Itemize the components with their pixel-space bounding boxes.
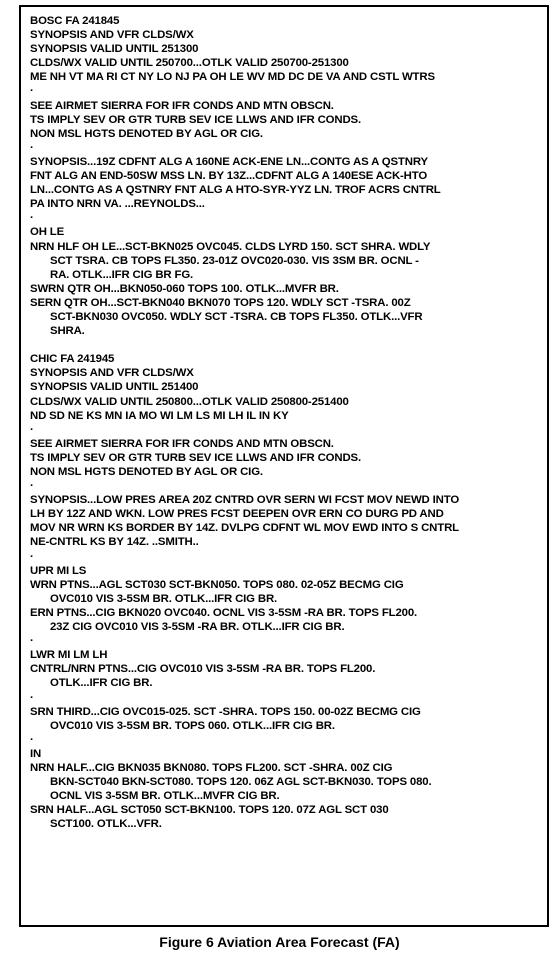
forecast-line: SHRA. bbox=[50, 325, 85, 338]
forecast-line: SCT TSRA. CB TOPS FL350. 23-01Z OVC020-030. VIS 3SM BR. OCNL - bbox=[50, 254, 419, 267]
separator-dot: . bbox=[30, 477, 34, 490]
forecast-line: CLDS/WX VALID UNTIL 250800...OTLK VALID 250800-251400 bbox=[30, 395, 349, 408]
forecast-line: SEE AIRMET SIERRA FOR IFR CONDS AND MTN OBSCN. bbox=[30, 99, 334, 112]
forecast-line: LN...CONTG AS A QSTNRY FNT ALG A HTO-SYR-YYZ LN. TROF ACRS CNTRL bbox=[30, 184, 441, 197]
forecast-line: LH BY 12Z AND WKN. LOW PRES FCST DEEPEN OVR ERN CO DURG PD AND bbox=[30, 508, 444, 521]
forecast-line: NRN HLF OH LE...SCT-BKN025 OVC045. CLDS LYRD 150. SCT SHRA. WDLY bbox=[30, 240, 431, 253]
separator-dot: . bbox=[30, 138, 34, 151]
forecast-line: CNTRL/NRN PTNS...CIG OVC010 VIS 3-5SM -RA BR. TOPS FL200. bbox=[30, 663, 376, 676]
separator-dot: . bbox=[30, 688, 34, 701]
forecast-line: CHIC FA 241945 bbox=[30, 353, 115, 366]
separator-dot: . bbox=[30, 547, 34, 560]
forecast-text bbox=[30, 14, 543, 831]
forecast-line: NE-CNTRL KS BY 14Z. ..SMITH.. bbox=[30, 536, 199, 549]
forecast-line: OVC010 VIS 3-5SM BR. OTLK...IFR CIG BR. bbox=[50, 592, 278, 605]
forecast-line: RA. OTLK...IFR CIG BR FG. bbox=[50, 268, 194, 281]
forecast-line: MOV NR WRN KS BORDER BY 14Z. DVLPG CDFNT WL MOV EWD INTO S CNTRL bbox=[30, 522, 459, 535]
forecast-frame bbox=[19, 5, 549, 927]
separator-dot: . bbox=[30, 420, 34, 433]
forecast-line: 23Z CIG OVC010 VIS 3-5SM -RA BR. OTLK...IFR CIG BR. bbox=[50, 621, 345, 634]
forecast-line: IN bbox=[30, 747, 42, 760]
forecast-line: FNT ALG AN END-50SW MSS LN. BY 13Z...CDFNT ALG A 140ESE ACK-HTO bbox=[30, 170, 428, 183]
forecast-line: OTLK...IFR CIG BR. bbox=[50, 677, 153, 690]
figure-caption: Figure 6 Aviation Area Forecast (FA) bbox=[159, 934, 400, 950]
forecast-line: SYNOPSIS AND VFR CLDS/WX bbox=[30, 367, 194, 380]
separator-dot: . bbox=[30, 730, 34, 743]
forecast-line: SYNOPSIS...19Z CDFNT ALG A 160NE ACK-ENE LN...CONTG AS A QSTNRY bbox=[30, 155, 428, 168]
forecast-line: ND SD NE KS MN IA MO WI LM LS MI LH IL IN KY bbox=[30, 409, 289, 422]
forecast-line: SEE AIRMET SIERRA FOR IFR CONDS AND MTN OBSCN. bbox=[30, 437, 334, 450]
forecast-line: SYNOPSIS VALID UNTIL 251300 bbox=[30, 43, 199, 56]
forecast-line: BKN-SCT040 BKN-SCT080. TOPS 120. 06Z AGL SCT-BKN030. TOPS 080. bbox=[50, 776, 432, 789]
forecast-line: SRN THIRD...CIG OVC015-025. SCT -SHRA. TOPS 150. 00-02Z BECMG CIG bbox=[30, 705, 421, 718]
forecast-line: OCNL VIS 3-5SM BR. OTLK...MVFR CIG BR. bbox=[50, 790, 280, 803]
forecast-line: SYNOPSIS...LOW PRES AREA 20Z CNTRD OVR SERN WI FCST MOV NEWD INTO bbox=[30, 494, 460, 507]
separator-dot: . bbox=[30, 209, 34, 222]
forecast-line: SYNOPSIS VALID UNTIL 251400 bbox=[30, 381, 199, 394]
forecast-line: TS IMPLY SEV OR GTR TURB SEV ICE LLWS AND IFR CONDS. bbox=[30, 113, 361, 126]
forecast-line: SERN QTR OH...SCT-BKN040 BKN070 TOPS 120. WDLY SCT -TSRA. 00Z bbox=[30, 296, 411, 309]
forecast-line: NON MSL HGTS DENOTED BY AGL OR CIG. bbox=[30, 466, 263, 478]
forecast-line: SRN HALF...AGL SCT050 SCT-BKN100. TOPS 120. 07Z AGL SCT 030 bbox=[30, 804, 389, 817]
forecast-line: LWR MI LM LH bbox=[30, 649, 108, 662]
separator-dot bbox=[30, 338, 543, 352]
forecast-line: PA INTO NRN VA. ...REYNOLDS... bbox=[30, 198, 205, 211]
forecast-line: BOSC FA 241845 bbox=[30, 15, 120, 27]
forecast-line: SWRN QTR OH...BKN050-060 TOPS 100. OTLK...MVFR BR. bbox=[30, 282, 339, 295]
forecast-line: ME NH VT MA RI CT NY LO NJ PA OH LE WV MD DC DE VA AND CSTL WTRS bbox=[30, 71, 435, 84]
forecast-line: CLDS/WX VALID UNTIL 250700...OTLK VALID 250700-251300 bbox=[30, 57, 349, 70]
forecast-line: OH LE bbox=[30, 226, 65, 239]
forecast-line: NON MSL HGTS DENOTED BY AGL OR CIG. bbox=[30, 127, 263, 140]
forecast-line: SCT100. OTLK...VFR. bbox=[50, 818, 162, 831]
forecast-line: ERN PTNS...CIG BKN020 OVC040. OCNL VIS 3-5SM -RA BR. TOPS FL200. bbox=[30, 606, 418, 619]
separator-dot: . bbox=[30, 632, 34, 645]
forecast-line: SCT-BKN030 OVC050. WDLY SCT -TSRA. CB TOPS FL350. OTLK...VFR bbox=[50, 310, 423, 323]
forecast-line: SYNOPSIS AND VFR CLDS/WX bbox=[30, 29, 194, 42]
forecast-line: TS IMPLY SEV OR GTR TURB SEV ICE LLWS AND IFR CONDS. bbox=[30, 451, 361, 464]
forecast-line: UPR MI LS bbox=[30, 564, 87, 577]
forecast-line: OVC010 VIS 3-5SM BR. TOPS 060. OTLK...IFR CIG BR. bbox=[50, 719, 335, 732]
forecast-line: WRN PTNS...AGL SCT030 SCT-BKN050. TOPS 080. 02-05Z BECMG CIG bbox=[30, 578, 404, 591]
forecast-line: NRN HALF...CIG BKN035 BKN080. TOPS FL200. SCT -SHRA. 00Z CIG bbox=[30, 761, 393, 774]
separator-dot: . bbox=[30, 82, 34, 95]
